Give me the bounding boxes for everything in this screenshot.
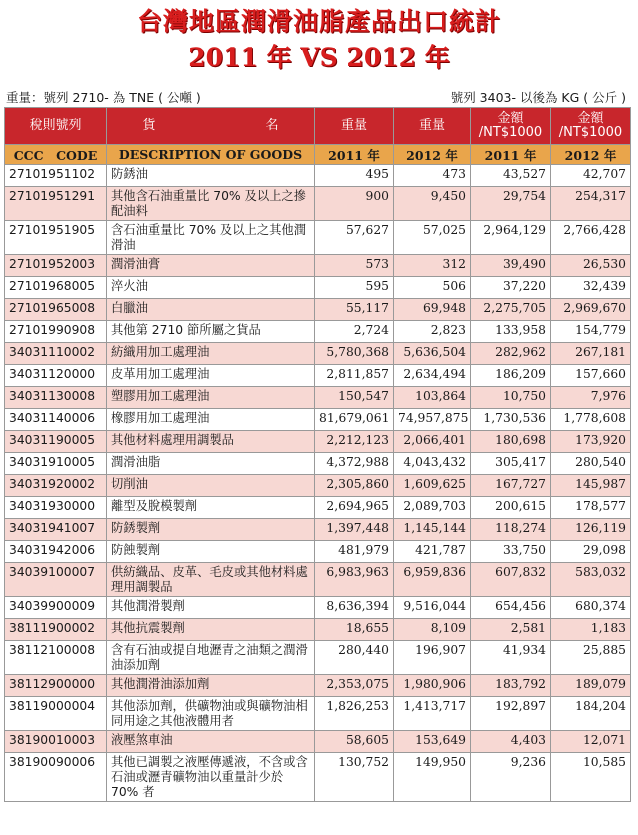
row-code: 34031120000 — [5, 365, 107, 387]
row-value-2011: 39,490 — [471, 255, 551, 277]
table-row — [5, 187, 631, 221]
row-value-2011: 118,274 — [471, 519, 551, 541]
row-description: 淬火油 — [107, 277, 315, 299]
row-value-2011: 183,792 — [471, 675, 551, 697]
row-code: 34031130008 — [5, 387, 107, 409]
table-row — [5, 497, 631, 519]
row-value-2012: 184,204 — [551, 697, 631, 731]
row-value-2012: 12,071 — [551, 731, 631, 753]
row-value-2012: 2,969,670 — [551, 299, 631, 321]
row-code: 34031942006 — [5, 541, 107, 563]
header-code: 稅則號列 — [5, 108, 107, 145]
row-weight-2012: 6,959,836 — [394, 563, 471, 597]
row-description: 潤滑油膏 — [107, 255, 315, 277]
row-description: 其他材料處理用調製品 — [107, 431, 315, 453]
row-weight-2011: 2,724 — [315, 321, 394, 343]
row-weight-2012: 2,823 — [394, 321, 471, 343]
row-value-2012: 267,181 — [551, 343, 631, 365]
row-value-2012: 173,920 — [551, 431, 631, 453]
row-value-2012: 254,317 — [551, 187, 631, 221]
row-weight-2012: 1,609,625 — [394, 475, 471, 497]
row-description: 塑膠用加工處理油 — [107, 387, 315, 409]
table-row — [5, 321, 631, 343]
row-weight-2012: 2,634,494 — [394, 365, 471, 387]
row-weight-2012: 196,907 — [394, 641, 471, 675]
row-value-2012: 29,098 — [551, 541, 631, 563]
row-weight-2011: 2,305,860 — [315, 475, 394, 497]
row-weight-2011: 2,353,075 — [315, 675, 394, 697]
row-weight-2012: 312 — [394, 255, 471, 277]
row-weight-2012: 2,066,401 — [394, 431, 471, 453]
row-value-2011: 2,581 — [471, 619, 551, 641]
row-weight-2012: 421,787 — [394, 541, 471, 563]
row-code: 34039900009 — [5, 597, 107, 619]
row-value-2011: 654,456 — [471, 597, 551, 619]
table-row — [5, 597, 631, 619]
table-row — [5, 475, 631, 497]
row-weight-2011: 280,440 — [315, 641, 394, 675]
table-row — [5, 731, 631, 753]
export-statistics-table — [4, 107, 631, 802]
row-code: 38190090006 — [5, 753, 107, 802]
row-weight-2011: 6,983,963 — [315, 563, 394, 597]
row-weight-2012: 2,089,703 — [394, 497, 471, 519]
row-value-2012: 583,032 — [551, 563, 631, 597]
row-weight-2012: 9,450 — [394, 187, 471, 221]
row-weight-2012: 506 — [394, 277, 471, 299]
header-description-b: 名 — [265, 118, 279, 133]
row-description: 皮革用加工處理油 — [107, 365, 315, 387]
row-weight-2011: 18,655 — [315, 619, 394, 641]
row-weight-2012: 8,109 — [394, 619, 471, 641]
row-weight-2012: 103,864 — [394, 387, 471, 409]
table-row — [5, 165, 631, 187]
row-value-2011: 29,754 — [471, 187, 551, 221]
row-code: 27101951291 — [5, 187, 107, 221]
row-weight-2011: 900 — [315, 187, 394, 221]
row-weight-2012: 1,980,906 — [394, 675, 471, 697]
row-code: 34031140006 — [5, 409, 107, 431]
table-body — [5, 165, 631, 802]
row-value-2011: 180,698 — [471, 431, 551, 453]
table-row — [5, 753, 631, 802]
row-description: 含石油重量比 70% 及以上之其他潤滑油 — [107, 221, 315, 255]
unit-note-left: 重量：號列 2710- 為 TNE ( 公噸 ) — [6, 90, 201, 105]
row-code: 27101965008 — [5, 299, 107, 321]
row-code: 34031941007 — [5, 519, 107, 541]
row-weight-2011: 573 — [315, 255, 394, 277]
row-weight-2011: 495 — [315, 165, 394, 187]
row-value-2011: 282,962 — [471, 343, 551, 365]
row-value-2011: 607,832 — [471, 563, 551, 597]
row-value-2011: 4,403 — [471, 731, 551, 753]
table-row — [5, 641, 631, 675]
row-value-2012: 154,779 — [551, 321, 631, 343]
row-weight-2011: 4,372,988 — [315, 453, 394, 475]
row-value-2012: 25,885 — [551, 641, 631, 675]
row-description: 其他抗震製劑 — [107, 619, 315, 641]
row-value-2011: 167,727 — [471, 475, 551, 497]
table-row — [5, 299, 631, 321]
row-code: 38111900002 — [5, 619, 107, 641]
row-value-2012: 157,660 — [551, 365, 631, 387]
header-weight-2011: 重量 — [315, 108, 394, 145]
row-description: 其他潤滑製劑 — [107, 597, 315, 619]
row-code: 38112900000 — [5, 675, 107, 697]
header-description-a: 貨 — [142, 118, 156, 133]
row-value-2011: 43,527 — [471, 165, 551, 187]
header-description — [107, 108, 315, 145]
table-row — [5, 365, 631, 387]
row-code: 27101952003 — [5, 255, 107, 277]
row-value-2011: 186,209 — [471, 365, 551, 387]
row-code: 38190010003 — [5, 731, 107, 753]
row-weight-2012: 57,025 — [394, 221, 471, 255]
row-value-2012: 126,119 — [551, 519, 631, 541]
row-description: 防銹製劑 — [107, 519, 315, 541]
page-subtitle: 2011 年 VS 2012 年 — [188, 43, 450, 72]
table-header-row — [5, 108, 631, 145]
row-weight-2011: 81,679,061 — [315, 409, 394, 431]
row-description: 含有石油或提自地瀝青之油類之潤滑油添加劑 — [107, 641, 315, 675]
row-value-2011: 9,236 — [471, 753, 551, 802]
row-value-2012: 7,976 — [551, 387, 631, 409]
row-value-2012: 2,766,428 — [551, 221, 631, 255]
row-weight-2011: 1,826,253 — [315, 697, 394, 731]
row-description: 切削油 — [107, 475, 315, 497]
row-weight-2012: 1,413,717 — [394, 697, 471, 731]
row-value-2011: 305,417 — [471, 453, 551, 475]
subheader-description: DESCRIPTION OF GOODS — [107, 145, 315, 165]
row-description: 防銹油 — [107, 165, 315, 187]
row-weight-2011: 2,212,123 — [315, 431, 394, 453]
subheader-year-value-2012: 2012 年 — [551, 145, 631, 165]
row-description: 白臘油 — [107, 299, 315, 321]
table-row — [5, 541, 631, 563]
row-value-2011: 192,897 — [471, 697, 551, 731]
row-weight-2012: 5,636,504 — [394, 343, 471, 365]
subheader-year-value-2011: 2011 年 — [471, 145, 551, 165]
row-value-2012: 32,439 — [551, 277, 631, 299]
row-weight-2012: 149,950 — [394, 753, 471, 802]
row-value-2011: 2,964,129 — [471, 221, 551, 255]
row-description: 離型及脫模製劑 — [107, 497, 315, 519]
subheader-year-weight-2011: 2011 年 — [315, 145, 394, 165]
row-code: 34031930000 — [5, 497, 107, 519]
row-description: 潤滑油脂 — [107, 453, 315, 475]
table-row — [5, 453, 631, 475]
row-code: 27101951905 — [5, 221, 107, 255]
row-weight-2011: 150,547 — [315, 387, 394, 409]
page-title: 台灣地區潤滑油脂產品出口統計 — [136, 7, 501, 36]
row-value-2011: 2,275,705 — [471, 299, 551, 321]
row-weight-2011: 8,636,394 — [315, 597, 394, 619]
row-description: 其他已調製之液壓傳遞液，不含或含石油或瀝青礦物油以重量計少於 70% 者 — [107, 753, 315, 802]
row-weight-2012: 69,948 — [394, 299, 471, 321]
header-weight-2012: 重量 — [394, 108, 471, 145]
row-value-2011: 10,750 — [471, 387, 551, 409]
row-weight-2011: 130,752 — [315, 753, 394, 802]
row-weight-2011: 1,397,448 — [315, 519, 394, 541]
row-value-2011: 133,958 — [471, 321, 551, 343]
row-description: 其他添加劑，供礦物油或與礦物油相同用途之其他液體用者 — [107, 697, 315, 731]
row-weight-2011: 58,605 — [315, 731, 394, 753]
row-code: 27101968005 — [5, 277, 107, 299]
row-weight-2011: 55,117 — [315, 299, 394, 321]
row-value-2012: 1,183 — [551, 619, 631, 641]
table-row — [5, 431, 631, 453]
row-value-2011: 41,934 — [471, 641, 551, 675]
row-weight-2011: 2,811,857 — [315, 365, 394, 387]
row-code: 38112100008 — [5, 641, 107, 675]
row-weight-2011: 595 — [315, 277, 394, 299]
row-value-2012: 178,577 — [551, 497, 631, 519]
row-weight-2012: 473 — [394, 165, 471, 187]
table-row — [5, 563, 631, 597]
row-description: 橡膠用加工處理油 — [107, 409, 315, 431]
table-row — [5, 697, 631, 731]
row-value-2011: 200,615 — [471, 497, 551, 519]
row-weight-2011: 481,979 — [315, 541, 394, 563]
row-code: 34031190005 — [5, 431, 107, 453]
row-code: 38119000004 — [5, 697, 107, 731]
unit-note-right: 號列 3403- 以後為 KG ( 公斤 ) — [450, 90, 626, 105]
row-value-2012: 10,585 — [551, 753, 631, 802]
row-value-2012: 680,374 — [551, 597, 631, 619]
row-description: 其他潤滑油添加劑 — [107, 675, 315, 697]
row-weight-2012: 9,516,044 — [394, 597, 471, 619]
row-weight-2012: 4,043,432 — [394, 453, 471, 475]
row-value-2011: 37,220 — [471, 277, 551, 299]
table-row — [5, 387, 631, 409]
row-code: 34039100007 — [5, 563, 107, 597]
row-value-2011: 33,750 — [471, 541, 551, 563]
subheader-year-weight-2012: 2012 年 — [394, 145, 471, 165]
row-value-2012: 42,707 — [551, 165, 631, 187]
row-code: 34031110002 — [5, 343, 107, 365]
table-row — [5, 221, 631, 255]
table-row — [5, 343, 631, 365]
row-weight-2012: 74,957,875 — [394, 409, 471, 431]
row-code: 27101951102 — [5, 165, 107, 187]
row-value-2012: 189,079 — [551, 675, 631, 697]
row-weight-2012: 153,649 — [394, 731, 471, 753]
header-value-2011: 金額 /NT$1000 — [471, 108, 551, 145]
row-value-2012: 1,778,608 — [551, 409, 631, 431]
row-value-2011: 1,730,536 — [471, 409, 551, 431]
row-code: 34031920002 — [5, 475, 107, 497]
row-weight-2011: 5,780,368 — [315, 343, 394, 365]
row-description: 其他第 2710 節所屬之貨品 — [107, 321, 315, 343]
row-description: 紡織用加工處理油 — [107, 343, 315, 365]
row-value-2012: 280,540 — [551, 453, 631, 475]
row-weight-2012: 1,145,144 — [394, 519, 471, 541]
row-description: 液壓煞車油 — [107, 731, 315, 753]
table-row — [5, 277, 631, 299]
row-description: 其他含石油重量比 70% 及以上之摻配油料 — [107, 187, 315, 221]
row-code: 27101990908 — [5, 321, 107, 343]
table-row — [5, 519, 631, 541]
row-value-2012: 145,987 — [551, 475, 631, 497]
header-value-2012: 金額 /NT$1000 — [551, 108, 631, 145]
subheader-code: CCC CODE — [5, 145, 107, 165]
table-subheader-row — [5, 145, 631, 165]
table-row — [5, 675, 631, 697]
row-description: 供紡織品、皮革、毛皮或其他材料處理用調製品 — [107, 563, 315, 597]
row-weight-2011: 2,694,965 — [315, 497, 394, 519]
row-description: 防蝕製劑 — [107, 541, 315, 563]
table-row — [5, 255, 631, 277]
table-row — [5, 409, 631, 431]
table-row — [5, 619, 631, 641]
row-value-2012: 26,530 — [551, 255, 631, 277]
row-weight-2011: 57,627 — [315, 221, 394, 255]
row-code: 34031910005 — [5, 453, 107, 475]
